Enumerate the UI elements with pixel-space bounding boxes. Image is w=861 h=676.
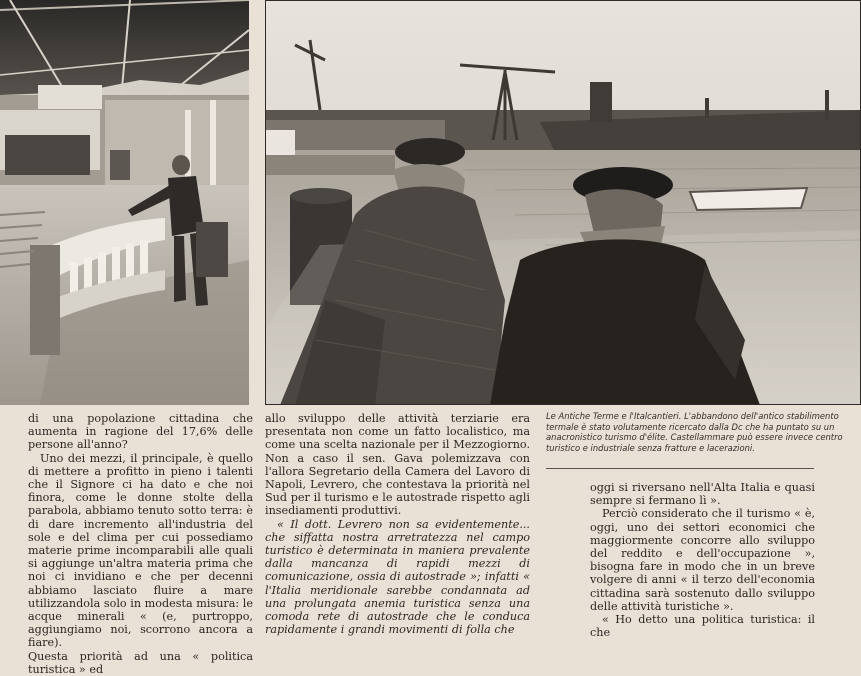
paragraph: Perciò considerato che il turismo « è, oggi, uno dei settori economici che maggiormente concorre allo sviluppo del reddito e dell'occupazione », bisogna fare in modo che in un breve volgere di anni « il terzo dell'economia cittadina sarà sostenuto dallo sviluppo delle attività turistiche ». bbox=[590, 507, 815, 613]
text-column-right bbox=[590, 481, 815, 639]
photo-italcantieri-harbour bbox=[265, 0, 861, 405]
paragraph: oggi si riversano nell'Alta Italia e quasi sempre si fermano lì ». bbox=[590, 481, 815, 508]
paragraph: Uno dei mezzi, il principale, è quello di mettere a profitto in pieno i talenti che il Signore ci ha dato e che noi finora, come le donne stolte della parabola, abbiamo tenuto sotto terra: è di dare incremento all'industria del sole e del clima per cui possediamo materie prime incomparabili alle quali si aggiunge un'altra materia prima che noi ci invidiano e che per decenni abbiamo lasciato fluire a mare utilizzandola solo in modesta misura: le acque minerali « (e, purtroppo, aggiungiamo noi, scorrono ancora a fiare). bbox=[28, 451, 253, 650]
paragraph: allo sviluppo delle attività terziarie era presentata non come un fatto localistico, ma come una scelta nazionale per il Mezzogiorno. Non a caso il sen. Gava polemizzava con l'allora Segretario della Camera del Lavoro di Napoli, Levrero, che contestava la priorità nel Sud per il turismo e le autostrade rispetto agli insediamenti produttivi. bbox=[265, 412, 530, 518]
photo-antiche-terme bbox=[0, 0, 249, 405]
paragraph: « Il dott. Levrero non sa evidentemente... che siffatta nostra arretratezza nel campo turistico è determinata in maniera prevalente dalla mancanza di rapidi mezzi di comunicazione, ossia di autostrade »; infatti « l'Italia meridionale sarebbe condannata ad una prolungata anemia turistica senza una comoda rete di autostrade che le conduca rapidamente i grandi movimenti di folla che bbox=[265, 517, 530, 637]
caption-divider bbox=[546, 468, 814, 469]
text-column-middle bbox=[265, 412, 530, 636]
paragraph: « Ho detto una politica turistica: il che bbox=[590, 613, 815, 640]
paragraph: Questa priorità ad una « politica turistica » ed bbox=[28, 649, 253, 676]
paragraph: di una popolazione cittadina che aumenta in ragione del 17,6% delle persone all'anno? bbox=[28, 412, 253, 452]
text-column-left bbox=[28, 412, 253, 676]
photo-caption: Le Antiche Terme e l'Italcantieri. L'abbandono dell'antico stabilimento termale è stato volutamente ricercato dalla Dc che ha puntato su un anacronistico turismo d'élite. Castellammare può essere invece centro turistico e industriale senza fratture e lacerazioni. bbox=[546, 411, 843, 453]
